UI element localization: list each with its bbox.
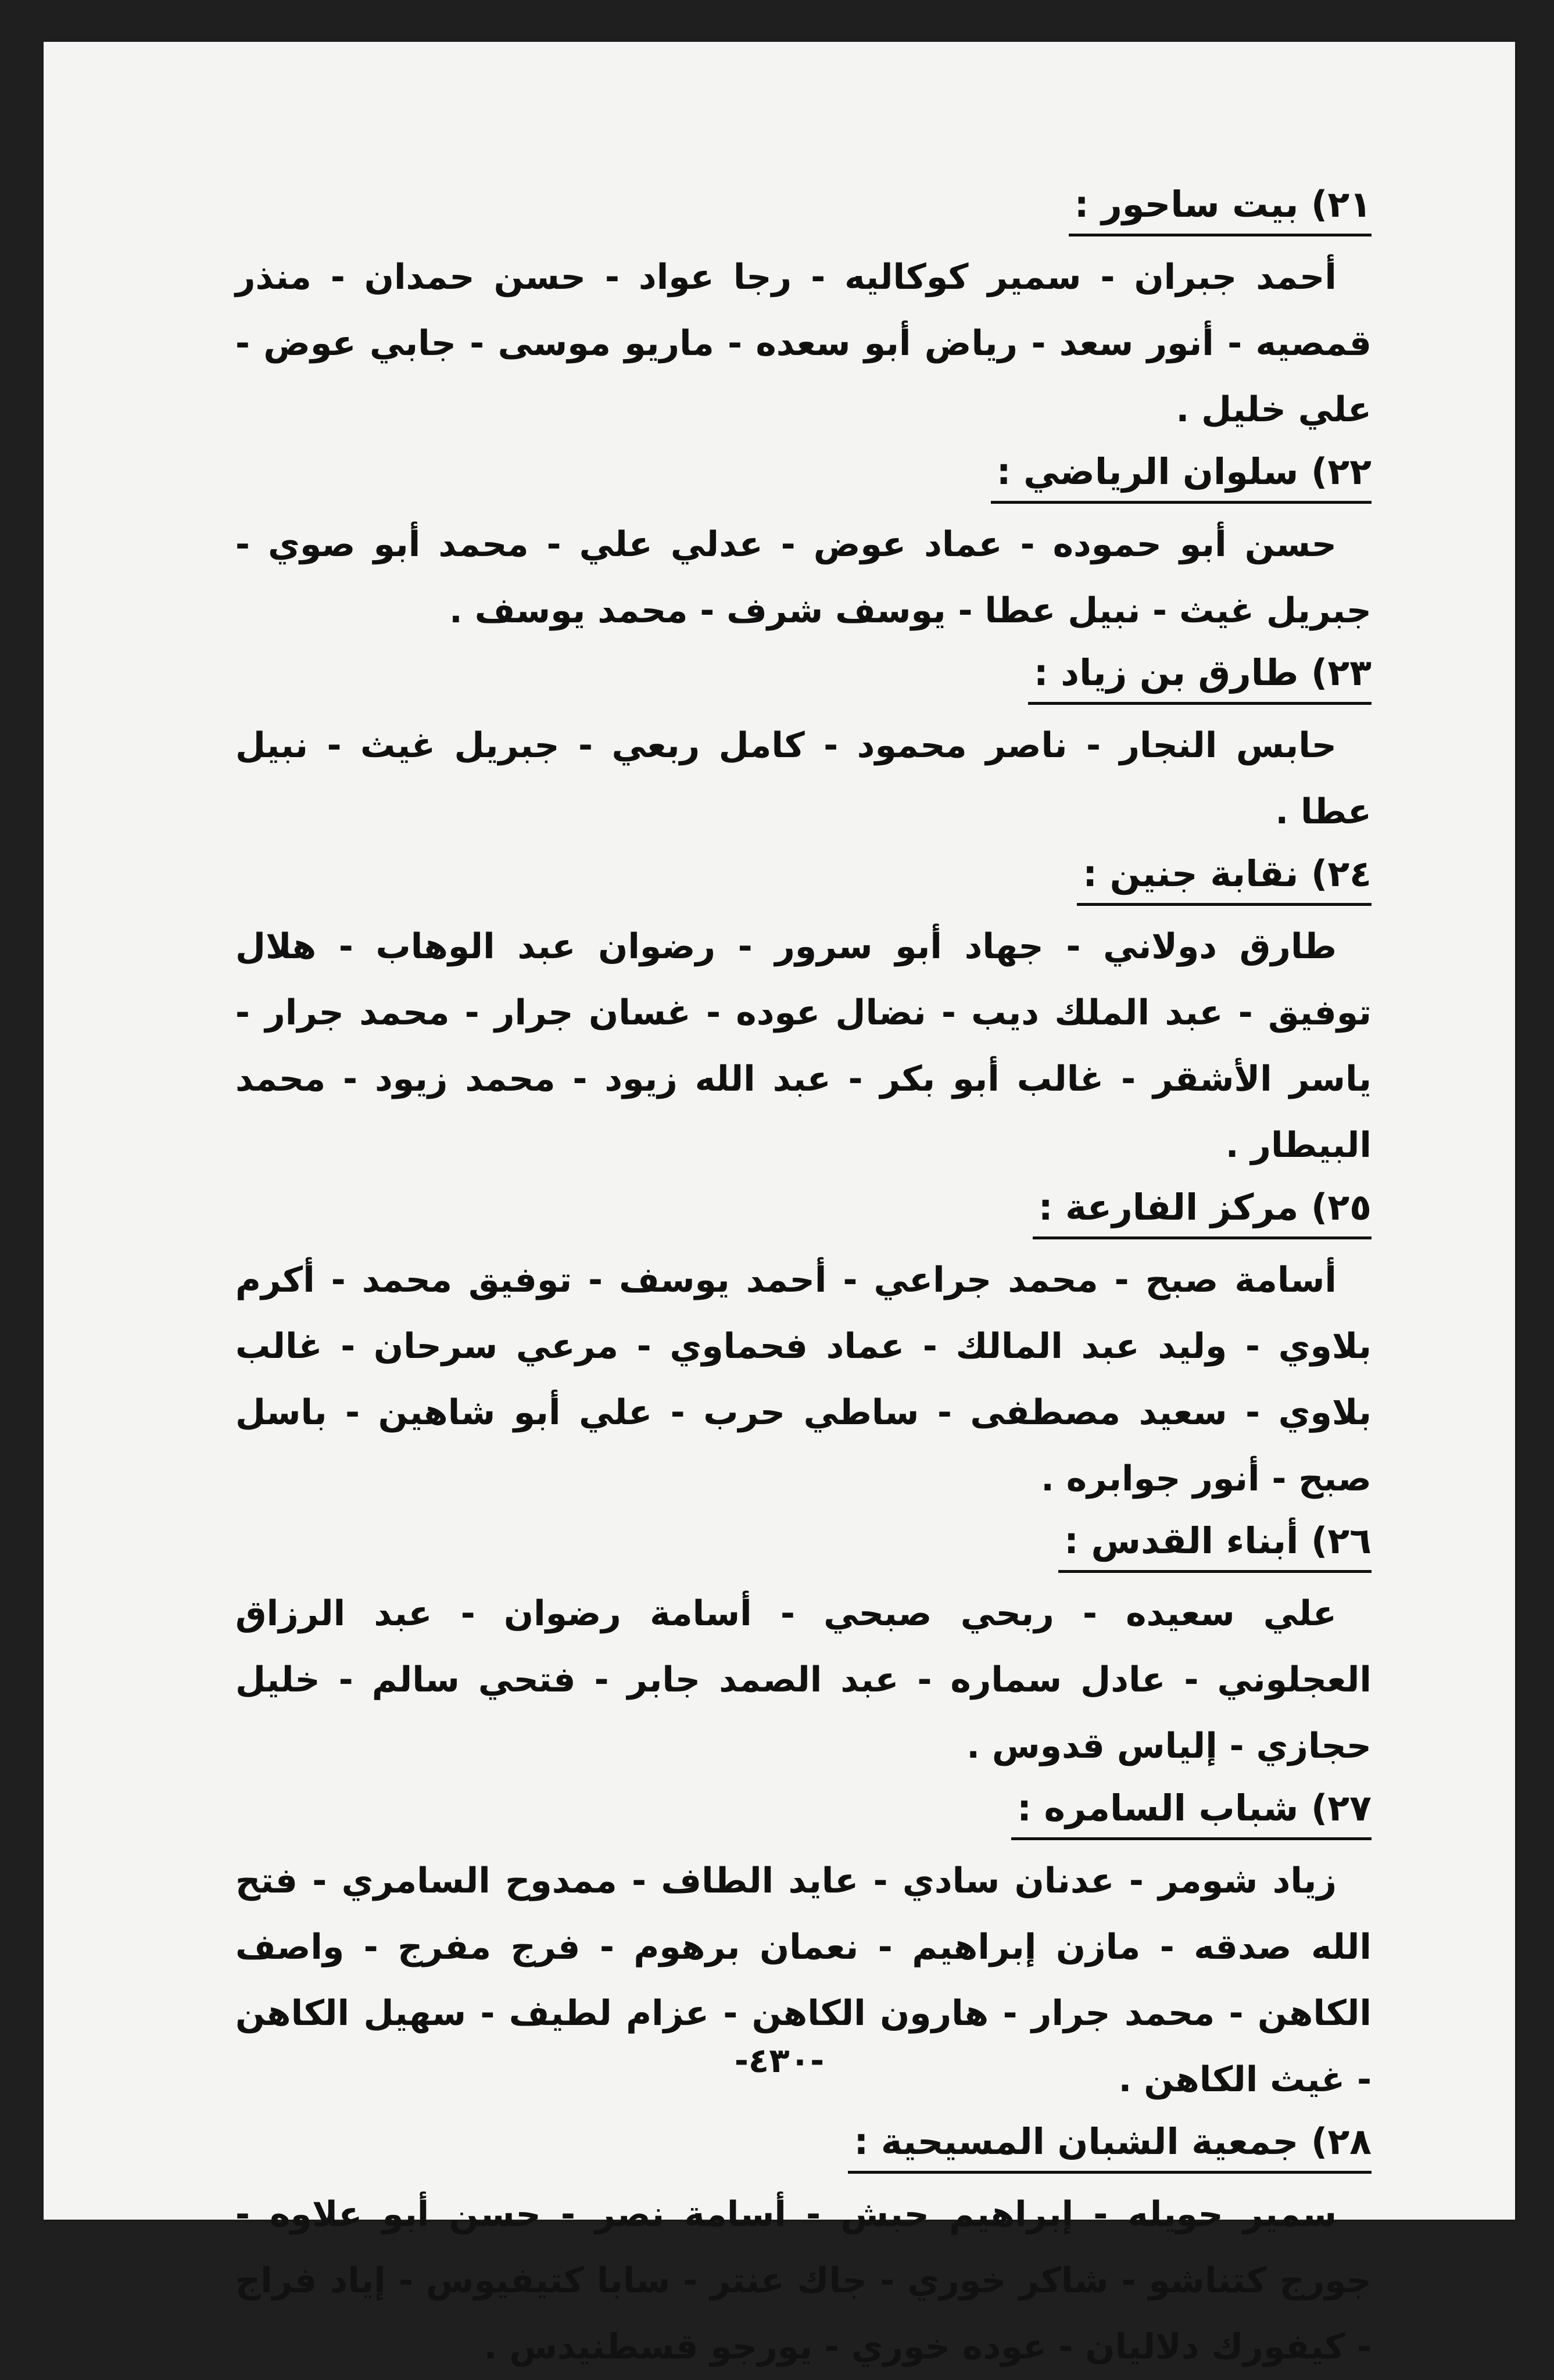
section-text: أسامة صبح - محمد جراعي - أحمد يوسف - توفيق محمد - أكرم بلاوي - وليد عبد المالك - عماد فحماوي - مرعي سرحان - غالب بلاوي - سعيد مصطفى - ساطي حرب - علي أبو شاهين - باسل صبح - أنور جوابره . — [235, 1260, 1372, 1499]
section-text: زياد شومر - عدنان سادي - عايد الطاف - ممدوح السامري - فتح الله صدقه - مازن إبراهيم - نعمان برهوم - فرج مفرج - واصف الكاهن - محمد جرار - هارون الكاهن - عزام لطيف - سهيل الكاهن - غيث الكاهن . — [235, 1861, 1372, 2100]
section-21 — [235, 175, 1372, 443]
section-28 — [235, 2113, 1372, 2380]
section-heading: ٢١) بيت ساحور : — [1069, 175, 1372, 236]
section-heading: ٢٧) شباب السامره : — [1011, 1779, 1372, 1840]
section-25 — [235, 1178, 1372, 1512]
section-22 — [235, 443, 1372, 644]
page-number: -٤٣٠- — [734, 2041, 825, 2080]
section-heading: ٢٣) طارق بن زياد : — [1028, 644, 1372, 705]
section-text: طارق دولاني - جهاد أبو سرور - رضوان عبد الوهاب - هلال توفيق - عبد الملك ديب - نضال عوده - غسان جرار - محمد جرار - ياسر الأشقر - غالب أبو بكر - عبد الله زيود - محمد زيود - محمد البيطار . — [235, 926, 1372, 1166]
section-26 — [235, 1512, 1372, 1779]
section-heading: ٢٦) أبناء القدس : — [1058, 1512, 1372, 1573]
section-heading: ٢٥) مركز الفارعة : — [1033, 1178, 1372, 1239]
section-text: أحمد جبران - سمير كوكاليه - رجا عواد - حسن حمدان - منذر قمصيه - أنور سعد - رياض أبو سعده - ماريو موسى - جابي عوض - علي خليل . — [235, 257, 1372, 430]
section-24 — [235, 845, 1372, 1178]
section-heading: ٢٤) نقابة جنين : — [1077, 845, 1372, 906]
section-23 — [235, 644, 1372, 845]
section-text: سمير حويله - إبراهيم حبش - أسامة نصر - حسن أبو علاوه - جورج كتناشو - شاكر خوري - جاك عنتر - سابا كتيفيوس - إياد فراج - كيفورك دلاليان - عوده خوري - يورجو قسطنيدس . — [235, 2194, 1372, 2367]
section-text: حابس النجار - ناصر محمود - كامل ربعي - جبريل غيث - نبيل عطا . — [235, 725, 1372, 832]
section-text: علي سعيده - ربحي صبحي - أسامة رضوان - عبد الرزاق العجلوني - عادل سماره - عبد الصمد جابر - فتحي سالم - خليل حجازي - إلياس قدوس . — [235, 1593, 1372, 1766]
section-text: حسن أبو حموده - عماد عوض - عدلي علي - محمد أبو صوي - جبريل غيث - نبيل عطا - يوسف شرف - محمد يوسف . — [235, 524, 1372, 631]
document-page — [44, 42, 1515, 2367]
section-heading: ٢٢) سلوان الرياضي : — [991, 443, 1372, 504]
section-heading: ٢٨) جمعية الشبان المسيحية : — [848, 2113, 1372, 2174]
